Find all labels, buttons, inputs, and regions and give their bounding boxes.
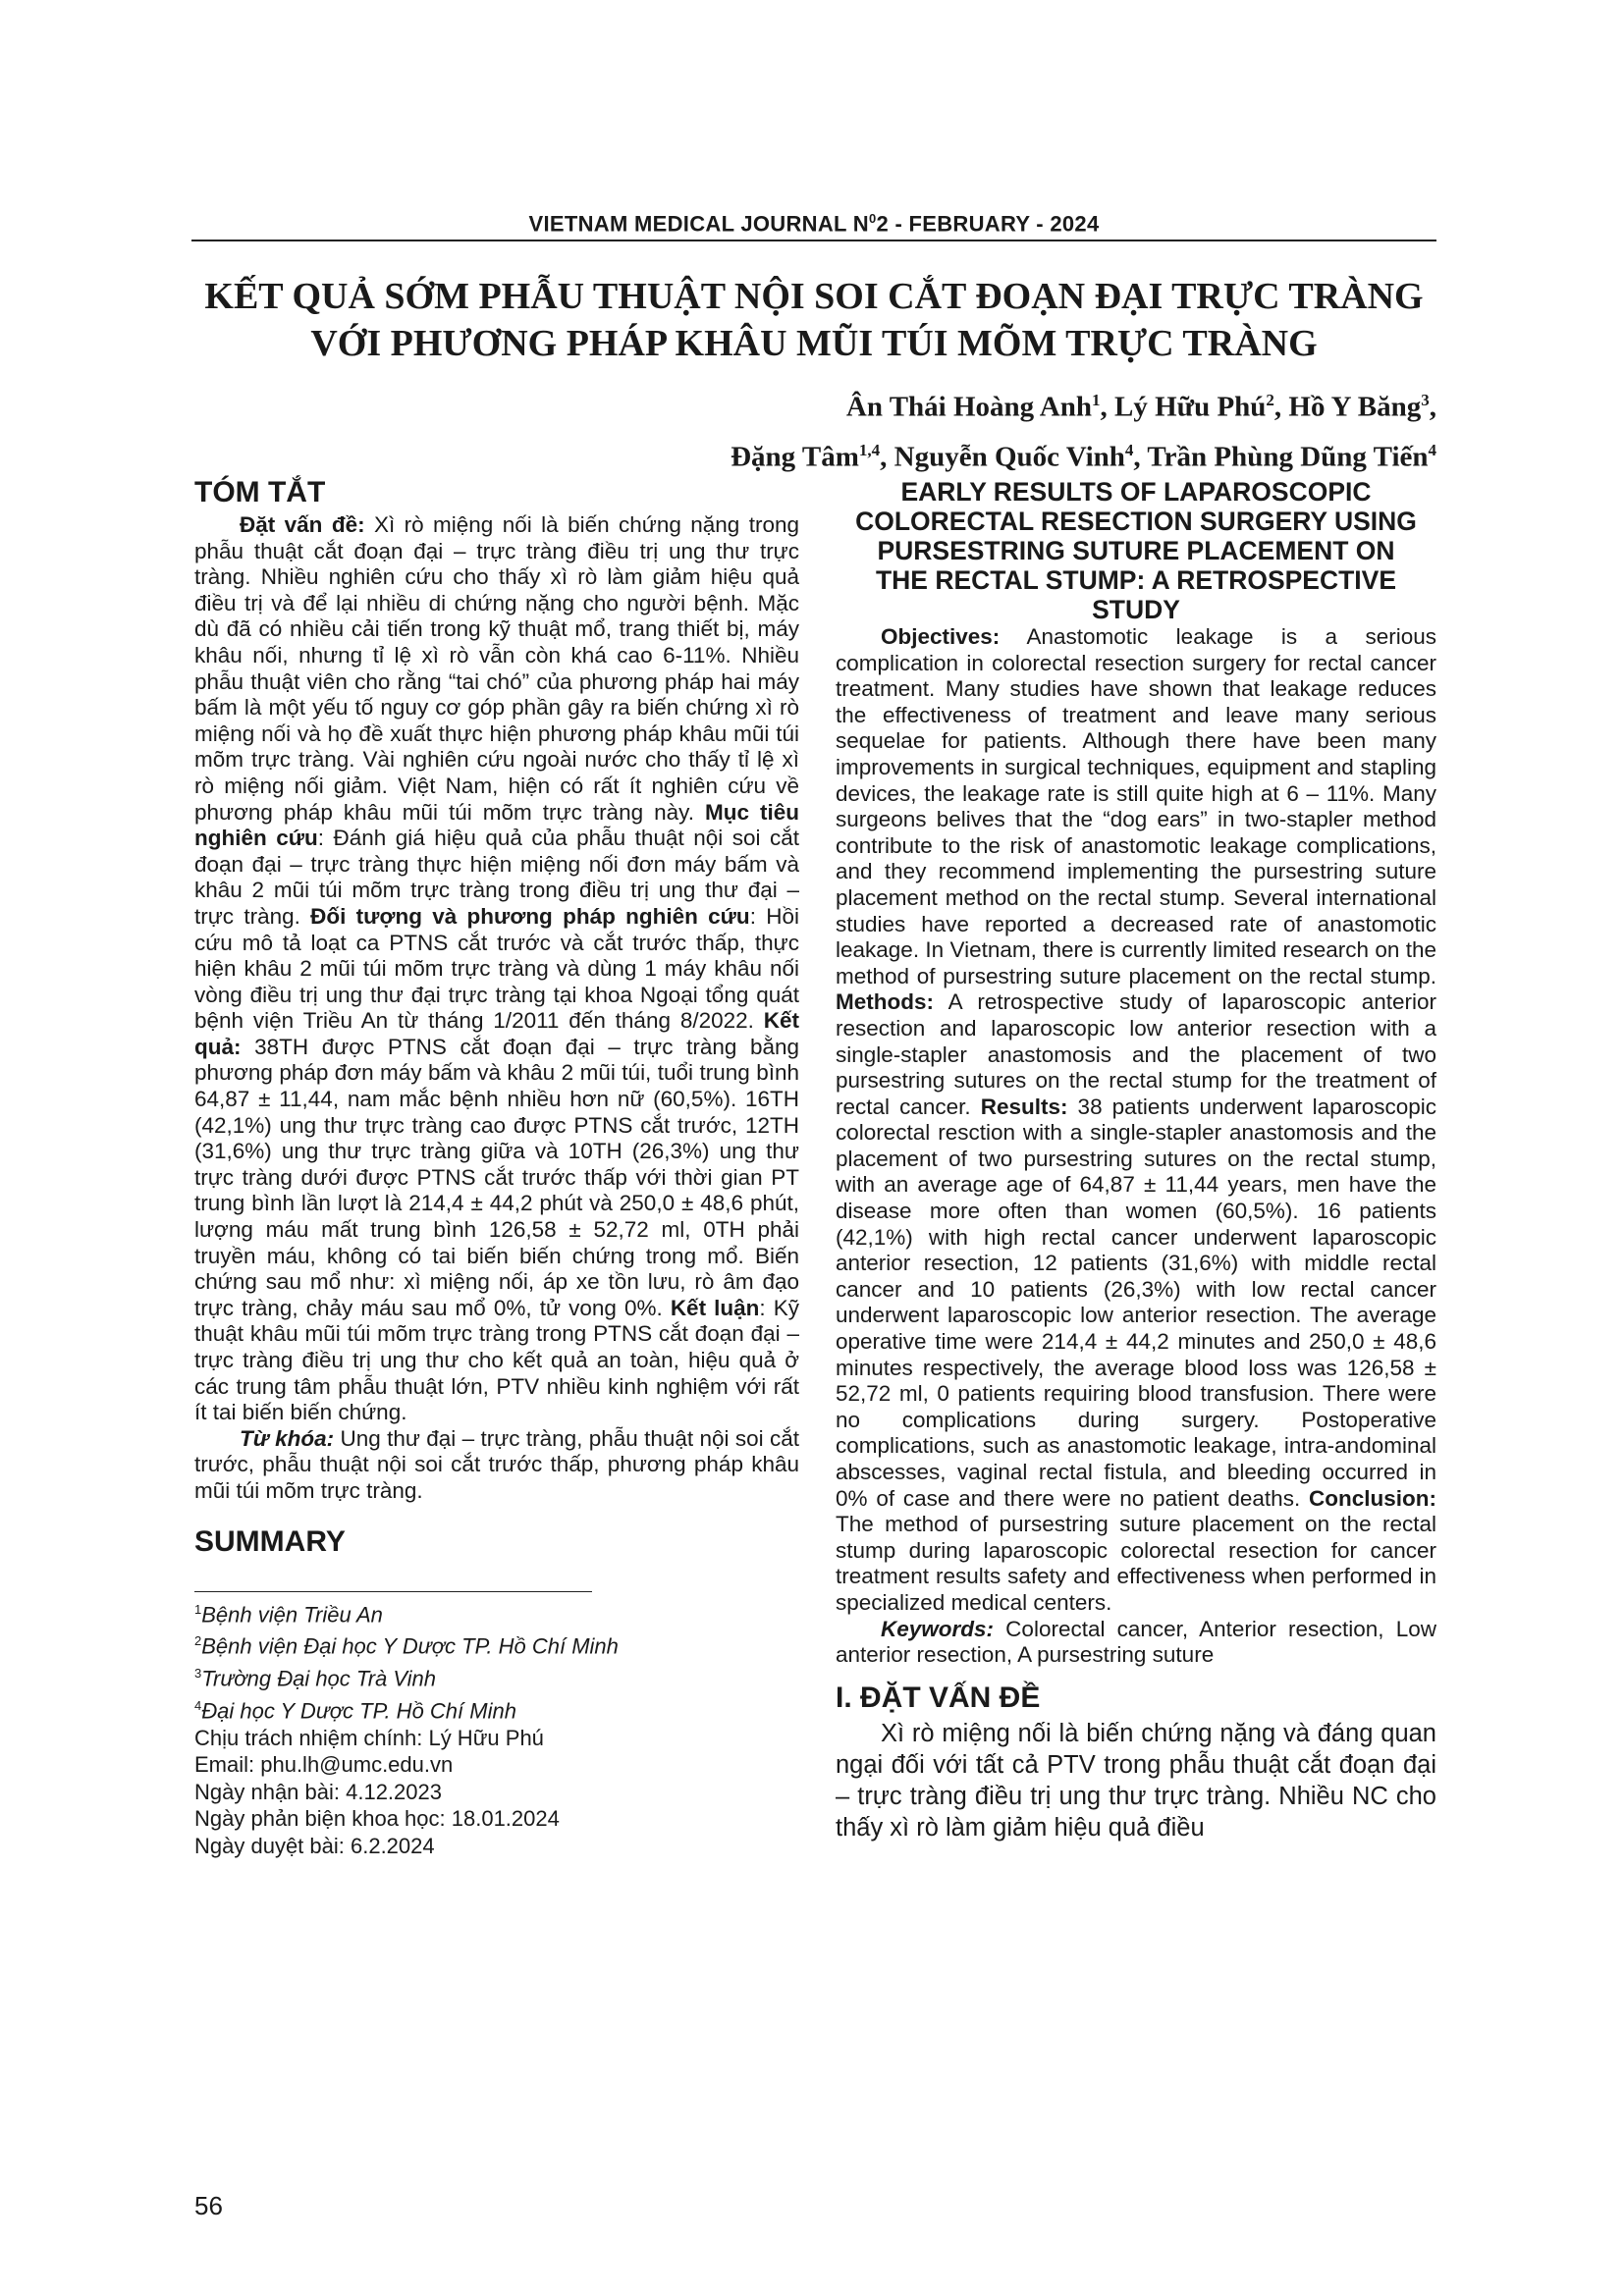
english-title-line: COLORECTAL RESECTION SURGERY USING	[855, 507, 1417, 536]
header-rule	[191, 240, 1436, 241]
footnote-text: Bệnh viện Đại học Y Dược TP. Hồ Chí Minh	[201, 1633, 619, 1659]
text-results: 38TH được PTNS cắt đoạn đại – trực tràng bằng phương pháp đơn máy bấm và khâu 2 mũi túi, tuổi trung bình 64,87 ± 11,44, nam mắc bệnh nhiều hơn nữ (60,5%). 16TH (42,1%) ung thư trực tràng cao được PTNS cắt trước, 12TH (31,6%) ung thư trực tràng giữa và 10TH (26,3%) ung thư trực tràng dưới được PTNS cắt trước thấp với thời gian PT trung bình lần lượt là 214,4 ± 44,2 phút và 250,0 ± 48,6 phút, lượng máu mất trung bình 126,58 ± 52,72 ml, 0TH phải truyền máu, không có tai biến biến chứng trong mổ. Biến chứng sau mổ như: xì miệng nối, áp xe tồn lưu, rò âm đạo trực tràng, chảy máu sau mổ 0%, tử vong 0%.	[194, 1034, 799, 1320]
author-affiliation: 1	[1092, 391, 1101, 409]
footnote-text: Đại học Y Dược TP. Hồ Chí Minh	[201, 1698, 516, 1724]
label-keywords-en: Keywords:	[881, 1616, 995, 1641]
right-column	[836, 477, 1436, 1843]
footnote-marker: 4	[194, 1698, 202, 1714]
english-title-line: PURSESTRING SUTURE PLACEMENT ON	[877, 536, 1395, 565]
email: Email: phu.lh@umc.edu.vn	[194, 1752, 454, 1778]
author-affiliation: 4	[1124, 440, 1134, 459]
author-name: Đặng Tâm	[731, 441, 859, 473]
author-name: Hồ Y Băng	[1288, 391, 1422, 423]
label-background: Đặt vấn đề:	[240, 512, 365, 537]
intro-heading: I. ĐẶT VẤN ĐỀ	[836, 1681, 1041, 1714]
text-conclusion-en: The method of pursestring suture placement on the rectal stump during laparoscopic colorectal resection for cancer treatment results safety and effectiveness when performed in specialized medical centers.	[836, 1512, 1436, 1615]
text-keywords-en: Colorectal cancer, Anterior resection, Low anterior resection, A pursestring suture	[836, 1616, 1436, 1668]
keywords-en	[836, 1617, 1436, 1669]
journal-number-sup: 0	[868, 211, 877, 226]
keywords-vn	[194, 1426, 799, 1505]
author-affiliation: 1,4	[858, 440, 881, 459]
label-results-en: Results:	[980, 1094, 1068, 1119]
text-results-en: 38 patients underwent laparoscopic colorectal resction with a single-stapler anastomosis and the placement of two pursestring sutures on the rectal stump, with an average age of 64,87 ± 11,44 years, men have the disease more often than women (60,5%). 16 patients (42,1%) with high rectal cancer underwent laparoscopic anterior resection, 12 patients (31,6%) with middle rectal cancer and 10 patients (26,3%) with low rectal cancer underwent laparoscopic low anterior resection. The average operative time were 214,4 ± 44,2 minutes and 250,0 ± 48,6 minutes respectively, the average blood loss was 126,58 ± 52,72 ml, 0 patients requiring blood transfusion. There were no complications during surgery. Postoperative complications, such as anastomotic leakage, intra-andominal abscesses, vaginal rectal fistula, and bleeding occurred in 0% of case and there were no patient deaths.	[836, 1094, 1436, 1511]
english-title	[836, 477, 1436, 624]
abstract-en	[836, 624, 1436, 1617]
text-keywords: Ung thư đại – trực tràng, phẫu thuật nội soi cắt trước, phẫu thuật nội soi cắt trước thấp, phương pháp khâu mũi túi mõm trực tràng.	[194, 1425, 799, 1503]
title-line-2: VỚI PHƯƠNG PHÁP KHÂU MŨI TÚI MÕM TRỰC TRÀNG	[310, 323, 1318, 364]
left-column	[194, 475, 799, 1859]
footnote-affiliation-4	[194, 1692, 799, 1725]
text-background: Xì rò miệng nối là biến chứng nặng trong phẫu thuật cắt đoạn đại – trực tràng điều trị ung thư trực tràng. Nhiều nghiên cứu cho thấy xì rò làm giảm hiệu quả điều trị và để lại nhiều di chứng nặng cho người bệnh. Mặc dù đã có nhiều cải tiến trong kỹ thuật mổ, trang thiết bị, máy khâu nối, nhưng tỉ lệ xì rò vẫn còn khá cao 6-11%. Nhiều phẫu thuật viên cho rằng “tai chó” của phương pháp hai máy bấm là một yếu tố nguy cơ góp phần gây ra biến chứng xì rò miệng nối và họ đề xuất thực hiện phương pháp khâu mũi túi mõm trực tràng. Vài nghiên cứu ngoài nước cho thấy tỉ lệ xì rò miệng nối giảm. Việt Nam, hiện có rất ít nghiên cứu về phương pháp khâu mũi túi mõm trực tràng này.	[194, 512, 799, 825]
text-conclusion: : Kỹ thuật khâu mũi túi mõm trực tràng trong PTNS cắt đoạn đại – trực tràng điều trị ung thư cho kết quả an toàn, hiệu quả ở các trung tâm phẫu thuật lớn, PTV nhiều kinh nghiệm với rất ít tai biến biến chứng.	[194, 1295, 799, 1425]
label-objectives-en: Objectives:	[881, 624, 1001, 649]
date-received: Ngày nhận bài: 4.12.2023	[194, 1779, 442, 1804]
text-methods: : Hồi cứu mô tả loạt ca PTNS cắt trước và cắt trước thấp, thực hiện khâu 2 mũi túi mõm trực tràng và dùng 1 máy khâu nối vòng điều trị ung thư đại trực tràng tại khoa Ngoại tổng quát bệnh viện Triều An từ tháng 1/2011 đến tháng 8/2022.	[194, 903, 799, 1034]
footnote-text: Trường Đại học Trà Vinh	[201, 1666, 437, 1691]
page-number: 56	[194, 2191, 223, 2220]
label-methods-en: Methods:	[836, 989, 934, 1015]
journal-issue: 2 - FEBRUARY - 2024	[876, 211, 1100, 237]
author-affiliation: 3	[1421, 391, 1430, 409]
abstract-heading-vn: TÓM TẮT	[194, 476, 326, 508]
author-name: Nguyễn Quốc Vinh	[893, 441, 1125, 473]
summary-heading: SUMMARY	[194, 1524, 346, 1558]
label-conclusion: Kết luận	[670, 1295, 760, 1320]
date-reviewed: Ngày phản biện khoa học: 18.01.2024	[194, 1806, 560, 1832]
label-results: Kết quả:	[194, 1008, 799, 1059]
footnotes	[194, 1596, 799, 1860]
label-methods: Đối tượng và phương pháp nghiên cứu	[310, 903, 750, 929]
footnote-marker: 1	[194, 1601, 202, 1617]
english-title-line: THE RECTAL STUMP: A RETROSPECTIVE STUDY	[875, 565, 1397, 624]
corresponding-author: Chịu trách nhiệm chính: Lý Hữu Phú	[194, 1725, 544, 1750]
label-keywords: Từ khóa:	[240, 1425, 335, 1451]
article-title	[191, 273, 1436, 367]
date-accepted: Ngày duyệt bài: 6.2.2024	[194, 1833, 435, 1858]
text-methods-en: A retrospective study of laparoscopic anterior resection and laparoscopic low anterior resection with a single-stapler anastomosis and the placement of two pursestring sutures on the rectal stump for the treatment of rectal cancer.	[836, 989, 1436, 1119]
footnote-affiliation-2	[194, 1628, 799, 1660]
text-objectives-en: Anastomotic leakage is a serious complication in colorectal resection surgery for rectal cancer treatment. Many studies have shown that leakage reduces the effectiveness of treatment and leave many serious sequelae for patients. Although there have been many improvements in surgical techniques, equipment and stapling devices, the leakage rate is still quite high at 6 – 11%. Many surgeons belives that the “dog ears” in two-stapler method contribute to the risk of anastomotic leakage complications, and they recommend implementing the pursestring suture placement method on the rectal stump. Several international studies have reported a decreased rate of anastomotic leakage. In Vietnam, there is currently limited research on the method of pursestring suture placement on the rectal stump.	[836, 624, 1436, 988]
author-list: Ân Thái Hoàng Anh$^1$, Lý Hữu Phú$^2$, Hồ Y Băng$^3$, Đặng Tâm$^{1,4}$, Nguyễn Quốc Vinh$^4$, Trần Phùng Dũng Tiến$^4$	[731, 391, 1436, 473]
author-name: Trần Phùng Dũng Tiến	[1147, 441, 1429, 473]
label-objectives: Mục tiêu nghiên cứu	[194, 799, 799, 851]
author-affiliation: 4	[1428, 440, 1436, 459]
footnote-marker: 3	[194, 1666, 202, 1682]
footnote-affiliation-1	[194, 1596, 799, 1629]
author-name: Lý Hữu Phú	[1114, 391, 1267, 423]
author-affiliation: 2	[1266, 391, 1274, 409]
footnote-marker: 2	[194, 1633, 202, 1649]
footnote-affiliation-3	[194, 1660, 799, 1692]
footnote-rule	[194, 1591, 592, 1592]
journal-header	[191, 211, 1436, 237]
text-objectives: : Đánh giá hiệu quả của phẫu thuật nội soi cắt đoạn đại – trực tràng thực hiện miệng nối đơn máy bấm và khâu 2 mũi túi mõm trực tràng trong điều trị ung thư đại – trực tràng.	[194, 826, 799, 929]
title-line-1: KẾT QUẢ SỚM PHẪU THUẬT NỘI SOI CẮT ĐOẠN ĐẠI TRỰC TRÀNG	[204, 276, 1424, 317]
label-conclusion-en: Conclusion:	[1309, 1485, 1436, 1511]
english-title-line: EARLY RESULTS OF LAPAROSCOPIC	[900, 477, 1372, 507]
author-name: Ân Thái Hoàng Anh	[845, 391, 1093, 423]
journal-name: VIETNAM MEDICAL JOURNAL N	[528, 211, 869, 237]
footnote-text: Bệnh viện Triều An	[201, 1601, 383, 1627]
abstract-vn	[194, 512, 799, 1426]
intro-paragraph: Xì rò miệng nối là biến chứng nặng và đáng quan ngại đối với tất cả PTV trong phẫu thuật cắt đoạn đại – trực tràng điều trị ung thư trực tràng. Nhiều NC cho thấy xì rò làm giảm hiệu quả điều	[836, 1719, 1436, 1842]
